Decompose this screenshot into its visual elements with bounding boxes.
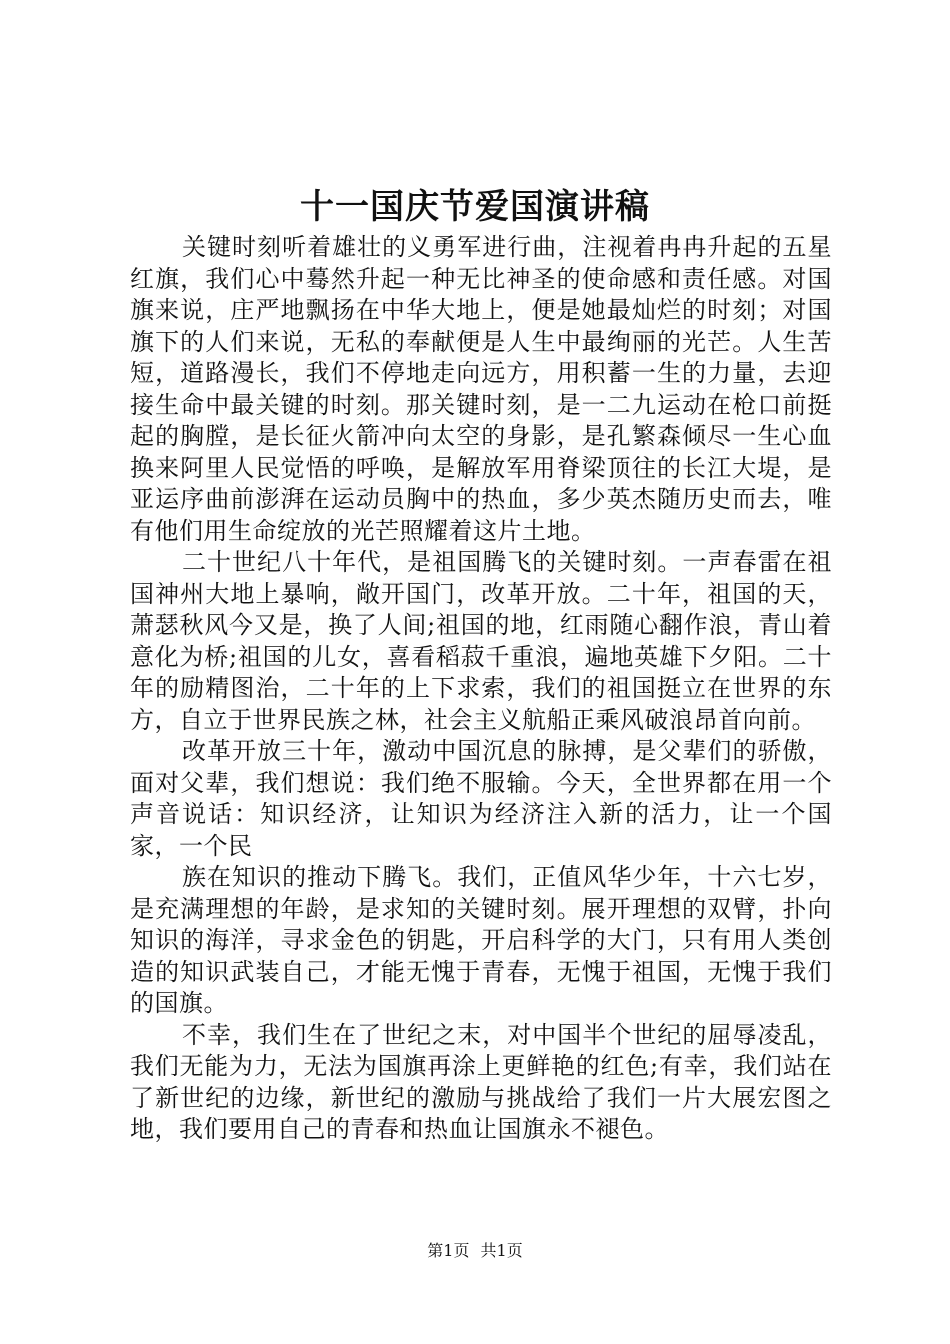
paragraph-1: 关键时刻听着雄壮的义勇军进行曲，注视着冉冉升起的五星红旗，我们心中蓦然升起一种无比神圣的使命感和责任感。对国旗来说，庄严地飘扬在中华大地上，便是她最灿烂的时刻；对国旗下的人们来说，无私的奉献便是人生中最绚丽的光芒。人生苦短，道路漫长，我们不停地走向远方，用积蓄一生的力量，去迎接生命中最关键的时刻。那关键时刻，是一二九运动在枪口前挺起的胸膛，是长征火箭冲向太空的身影，是孔繁森倾尽一生心血换来阿里人民觉悟的呼唤，是解放军用脊梁顶往的长江大堤，是亚运序曲前澎湃在运动员胸中的热血，多少英杰随历史而去，唯有他们用生命绽放的光芒照耀着这片土地。 — [130, 233, 832, 545]
page-title: 十一国庆节爱国演讲稿 — [300, 187, 650, 227]
page-number: 第1页 — [427, 1241, 470, 1260]
page-total: 共1页 — [480, 1241, 523, 1260]
paragraph-2: 二十世纪八十年代，是祖国腾飞的关键时刻。一声春雷在祖国神州大地上暴响，敞开国门，改革开放。二十年，祖国的天，萧瑟秋风今又是，换了人间;祖国的地，红雨随心翻作浪，青山着意化为桥;祖国的儿女，喜看稻菽千重浪，遍地英雄下夕阳。二十年的励精图治，二十年的上下求索，我们的祖国挺立在世界的东方，自立于世界民族之林，社会主义航船正乘风破浪昂首向前。 — [130, 548, 832, 734]
page-footer — [0, 1240, 950, 1262]
paragraph-5: 不幸，我们生在了世纪之末，对中国半个世纪的屈辱凌乱，我们无能为力，无法为国旗再涂上更鲜艳的红色;有幸，我们站在了新世纪的边缘，新世纪的激励与挑战给了我们一片大展宏图之地，我们要用自己的青春和热血让国旗永不褪色。 — [130, 1020, 832, 1143]
paragraph-3: 改革开放三十年，激动中国沉息的脉搏，是父辈们的骄傲，面对父辈，我们想说：我们绝不服输。今天，全世界都在用一个声音说话：知识经济，让知识为经济注入新的活力，让一个国家，一个民 — [130, 737, 832, 860]
speech-body — [130, 232, 832, 1146]
paragraph-4: 族在知识的推动下腾飞。我们，正值风华少年，十六七岁，是充满理想的年龄，是求知的关键时刻。展开理想的双臂，扑向知识的海洋，寻求金色的钥匙，开启科学的大门，只有用人类创造的知识武装自己，才能无愧于青春，无愧于祖国，无愧于我们的国旗。 — [130, 863, 832, 1017]
